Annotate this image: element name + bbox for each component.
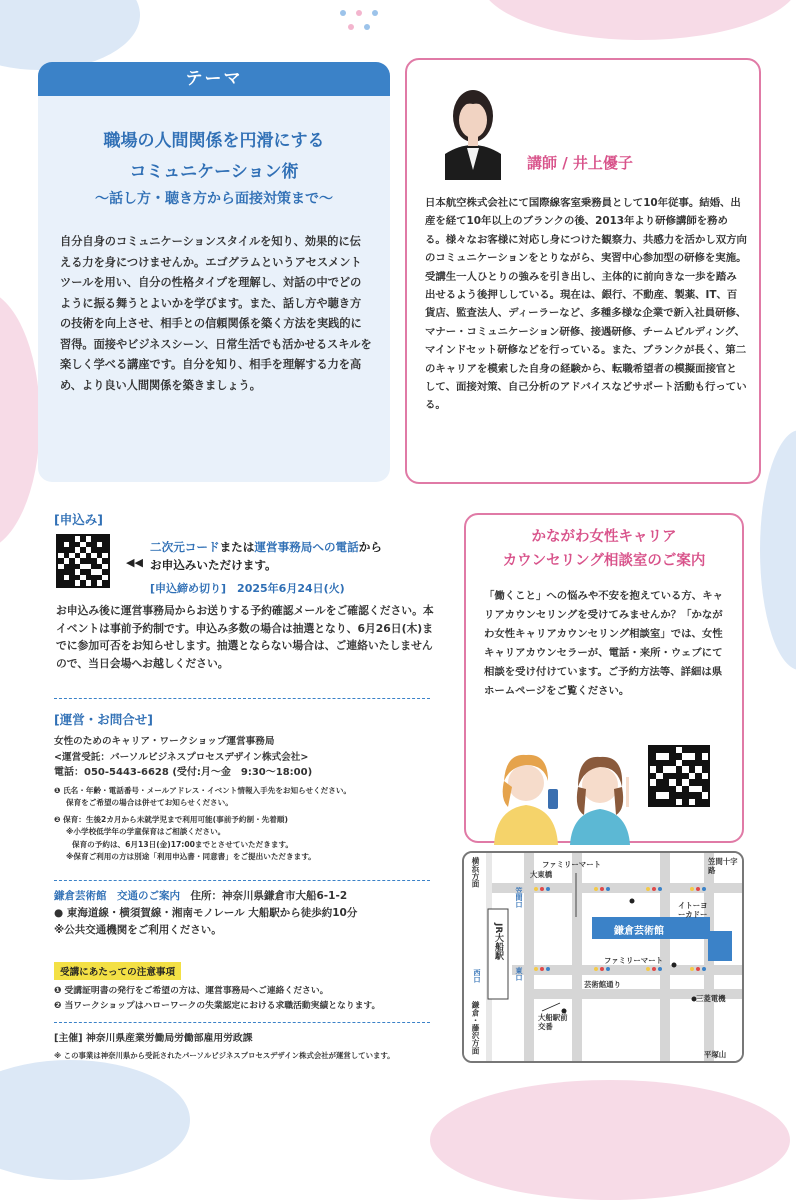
lecturer-card — [405, 58, 761, 484]
qr-code-icon — [648, 745, 710, 807]
contact-phone: 電話：050-5443-6628 (受付:月～金 9:30～18:00) — [54, 767, 313, 778]
contact-line2: <運営受託：パーソルビジネスプロセスデザイン株式会社> — [54, 751, 309, 763]
qr-code-icon — [56, 534, 110, 588]
lecturer-name: 講師 / 井上優子 — [527, 154, 633, 172]
notice-item-1: ❶ 受講証明書の発行をご希望の方は、運営事務局へご連絡ください。 — [54, 986, 329, 996]
theme-title-line2: コミュニケーション術 — [129, 162, 299, 182]
pink-blob-bottom — [430, 1080, 790, 1200]
kanagawa-title — [466, 525, 742, 573]
map-label-heizan: 平塚山 — [704, 1050, 727, 1059]
contact-section — [54, 710, 434, 864]
access-map — [462, 851, 744, 1063]
divider-3 — [54, 1022, 430, 1023]
pink-blob-left — [0, 290, 40, 550]
venue-address: 住所：神奈川県鎌倉市大船6-1-2 — [190, 890, 348, 902]
contact-note1b: 保育をご希望の場合は併せてお知らせください。 — [66, 798, 233, 807]
apply-cta-qr: 二次元コード — [150, 540, 220, 554]
theme-body: 自分自身のコミュニケーションスタイルを知り、効果的に伝える力を身につけませんか。エゴグラムというアセスメントツールを用い、自分の性格タイプを理解し、対話の中でどのように振る舞うとよいかを学びます。また、話し方や聴き方の技術を向上させ、相手との信頼関係を築く方法を実践的に習得。面接やビジネスシーン、日常生活でも活かせるスキルを楽しく学べる講座です。自分を知り、相手を理解する力を高め、より良い人間関係を築きましょう。 — [60, 235, 372, 392]
map-label-venue: 鎌倉芸術館 — [614, 926, 664, 937]
theme-card — [38, 62, 390, 482]
contact-note2c: 保育の予約は、6月13日(金)17:00までとさせていただきます。 — [72, 839, 294, 849]
venue-section — [54, 888, 434, 939]
lecturer-photo — [423, 74, 523, 180]
notice-section — [54, 960, 434, 1014]
notice-item-2: ❷ 当ワークショップはハローワークの失業認定における求職活動実績となります。 — [54, 1001, 381, 1011]
map-label-east-exit: 東口 — [515, 967, 523, 981]
map-label-mitsubishi: 三菱電機 — [696, 994, 726, 1003]
map-label-daisenbashi: 大東橋 — [530, 870, 553, 879]
kanagawa-card — [464, 513, 744, 843]
apply-section — [54, 510, 434, 670]
pink-blob-top-right — [480, 0, 796, 40]
kanagawa-qr-code[interactable] — [648, 745, 710, 807]
venue-title-row — [54, 888, 434, 905]
divider-1 — [54, 698, 430, 699]
sponsor-section — [54, 1030, 434, 1061]
blue-blob-top-left — [0, 0, 140, 70]
map-label-familymart-1: ファミリーマート — [542, 860, 601, 869]
kanagawa-body: 「働くこと」への悩みや不安を抱えている方、キャリアカウンセリングを受けてみませんか？「かながわ女性キャリアカウンセリング相談室」では、女性キャリアカウンセラーが、電話・来所・ウェブにて相談を受け付けています。ご予約方法等、詳細は県ホームページをご覧ください。 — [484, 590, 723, 697]
theme-header: テーマ — [38, 62, 390, 96]
blue-blob-right — [760, 430, 796, 670]
notice-tag: 受講にあたっての注意事項 — [54, 962, 181, 980]
map-label-geijutsukan-dori: 芸術館通り — [584, 980, 621, 989]
lecturer-bio: 日本航空株式会社にて国際線客室乗務員として10年従事。結婚、出産を経て10年以上のブランクの後、2013年より研修講師を務める。様々なお客様に対応し身につけた観察力、共感力を活かし双方向のコミュニケーションをとりながら、実習中心参加型の研修を実施。受講生一人ひとりの強みを引き出し、主体的に前向きな一歩を踏み出せるよう後押ししている。現在は、銀行、不動産、製薬、IT、百貨店、監査法人、ディーラーなど、多種多様な企業で新入社員研修、マナー・コミュニケーション研修、接遇研修、チームビルディング、マインドセット研修などを行っている。また、ブランクが長く、第二のキャリアを模索した自身の経験から、転職希望者の模擬面接官として、面接対策、自己分析のアドバイスなどサポート活動も行っている。 — [425, 197, 747, 412]
kanagawa-title-line2: カウンセリング相談室のご案内 — [502, 553, 706, 569]
apply-deadline: [申込締め切り] 2025年6月24日(火) — [150, 582, 345, 595]
dot-cluster-top — [340, 10, 400, 40]
map-label-kamakura: 鎌倉・藤沢方面 — [471, 1001, 480, 1055]
contact-note2: ❷ 保育：生後2カ月から未就学児まで利用可能(事前予約制・先着順) — [54, 814, 288, 824]
apply-cta-or: または — [219, 540, 255, 554]
contact-label: [運営・お問合せ] — [54, 712, 153, 727]
map-label-kasama-crossing: 笠間十字路 — [708, 857, 738, 875]
apply-cta-end: から — [358, 540, 382, 554]
map-label-west-exit: 西口 — [473, 969, 481, 983]
contact-line1: 女性のためのキャリア・ワークショップ運営事務局 — [54, 736, 275, 747]
sponsor-note: ※ この事業は神奈川県から受託されたパーソルビジネスプロセスデザイン株式会社が運営しています。 — [54, 1051, 395, 1060]
apply-qr-code[interactable] — [56, 534, 110, 588]
venue-name: 鎌倉芸術館 交通のご案内 — [54, 890, 180, 902]
map-label-familymart-2: ファミリーマート — [604, 956, 663, 965]
contact-note2d: ※保育ご利用の方は別途「利用申込書・同意書」をご提出いただきます。 — [66, 852, 316, 861]
contact-note1: ❶ 氏名・年齢・電話番号・メールアドレス・イベント情報入手先をお知らせください。 — [54, 785, 352, 795]
map-label-kasama-exit: 笠間口 — [515, 887, 523, 908]
map-label-jr: JR大船駅 — [493, 923, 503, 961]
venue-access: ● 東海道線・横須賀線・湘南モノレール 大船駅から徒歩約10分 — [54, 907, 358, 919]
kanagawa-title-line1: かながわ女性キャリア — [531, 529, 677, 545]
divider-2 — [54, 880, 430, 881]
apply-cta-phone: 運営事務局への電話 — [254, 540, 359, 554]
contact-note2b: ※小学校低学年の学童保育はご相談ください。 — [66, 827, 226, 836]
apply-notes: お申込み後に運営事務局からお送りする予約確認メールをご確認ください。本イベントは事前予約制です。申込み多数の場合は抽選となり、6月26日(木)までに参加可否をお知らせします。抽選とならない場合は、ご連絡いたしませんので、当日会場へお越しください。 — [56, 604, 434, 670]
apply-label: [申込み] — [54, 512, 103, 527]
map-label-itoyokado: イトーヨーカドー — [678, 901, 708, 919]
blue-blob-bottom-left — [0, 1060, 190, 1180]
double-left-arrow-icon: ◀◀ — [126, 556, 143, 569]
venue-transit: ※公共交通機関をご利用ください。 — [54, 924, 222, 936]
apply-cta — [150, 538, 440, 574]
theme-title-line1: 職場の人間関係を円滑にする — [103, 131, 325, 151]
map-label-yokohama: 横浜方面 — [471, 857, 480, 888]
theme-subtitle: ～話し方・聴き方から面接対策まで～ — [95, 191, 333, 207]
sponsor-main: [主催] 神奈川県産業労働局労働部雇用労政課 — [54, 1033, 253, 1044]
women-illustration — [486, 729, 646, 845]
map-label-ofuna-ekimae: 大船駅前交番 — [538, 1013, 568, 1031]
apply-cta-line2: お申込みいただけます。 — [150, 558, 277, 572]
